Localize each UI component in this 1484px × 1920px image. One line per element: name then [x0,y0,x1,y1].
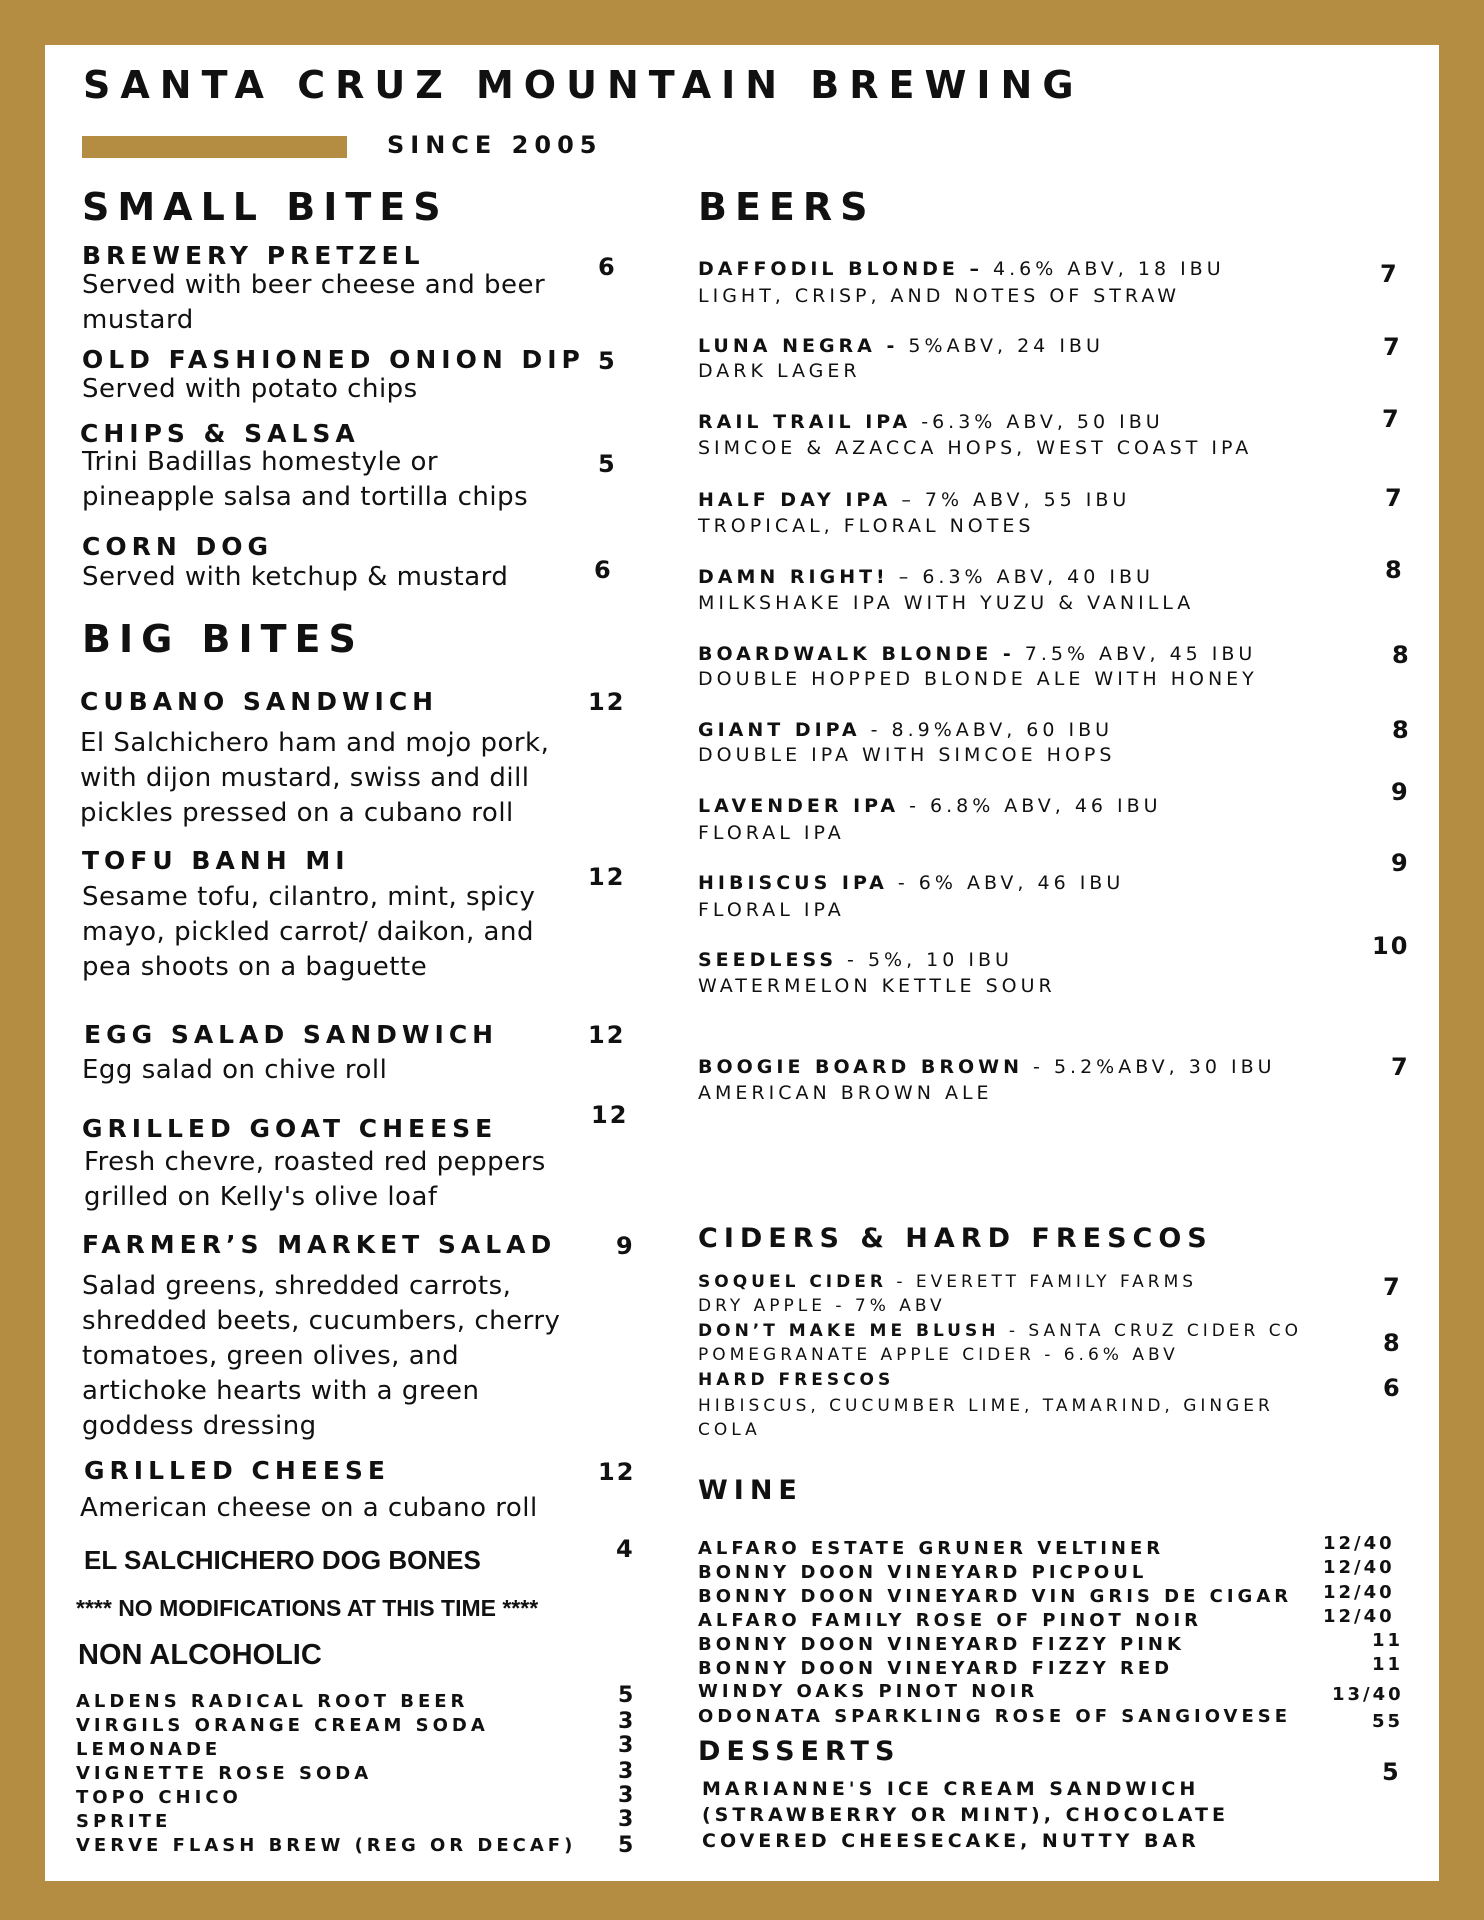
cider-price: 7 [1383,1273,1400,1301]
cider-price: 8 [1383,1329,1400,1357]
brewery-title: SANTA CRUZ MOUNTAIN BREWING [83,63,1084,107]
menu-item-price: 12 [588,1021,626,1049]
beer-description: DOUBLE IPA WITH SIMCOE HOPS [698,744,1116,766]
beer-title: LAVENDER IPA [698,795,900,817]
beer-stats: – 6.3% ABV, 40 IBU [888,566,1154,588]
menu-item-description: El Salchichero ham and mojo pork, with dijon mustard, swiss and dill pickles pressed on a cubano roll [80,728,550,828]
menu-item-price: 5 [598,347,617,375]
beer-name [698,1056,1276,1078]
wine-price: 12/40 [1323,1557,1395,1578]
beer-stats: - 6.8% ABV, 46 IBU [899,795,1162,817]
wine-name: BONNY DOON VINEYARD FIZZY RED [698,1658,1174,1679]
beer-stats: 7.5% ABV, 45 IBU [1014,643,1257,665]
beer-price: 7 [1383,333,1400,361]
dog-bones-price: 4 [616,1535,635,1563]
drink-name: VIGNETTE ROSE SODA [76,1763,373,1784]
wine-price: 11 [1372,1654,1404,1675]
beer-price: 8 [1385,556,1402,584]
beer-title: DAMN RIGHT! [698,566,889,588]
menu-item-name: GRILLED GOAT CHEESE [82,1114,498,1143]
menu-item-description: Salad greens, shredded carrots, shredded beets, cucumbers, cherry tomatoes, green olives, and artichoke hearts with a green goddess dressing [82,1271,561,1441]
wine-name: ALFARO ESTATE GRUNER VELTINER [698,1538,1165,1559]
beers-heading: BEERS [698,185,876,229]
beer-name [698,411,1164,433]
beer-stats: - 8.9%ABV, 60 IBU [860,719,1114,741]
cider-title: SOQUEL CIDER [698,1272,887,1292]
beer-description: AMERICAN BROWN ALE [698,1082,993,1104]
ciders-heading: CIDERS & HARD FRESCOS [698,1223,1213,1254]
cider-price: 6 [1383,1374,1400,1402]
wine-name: BONNY DOON VINEYARD VIN GRIS DE CIGAR [698,1586,1293,1607]
drink-name: ALDENS RADICAL ROOT BEER [76,1691,469,1712]
beer-description: LIGHT, CRISP, AND NOTES OF STRAW [698,285,1181,307]
menu-sheet [45,45,1439,1881]
drink-price: 5 [618,1683,636,1708]
beer-stats: - 6% ABV, 46 IBU [887,872,1125,894]
cider-maker: - EVERETT FAMILY FARMS [886,1272,1198,1292]
beer-name [698,949,1013,971]
menu-item-name: GRILLED CHEESE [84,1456,390,1485]
beer-title: RAIL TRAIL IPA [698,411,912,433]
beer-name [698,258,1225,280]
beer-price: 7 [1382,405,1399,433]
beer-stats: – 7% ABV, 55 IBU [891,489,1131,511]
menu-item-name: FARMER’S MARKET SALAD [82,1230,557,1259]
cider-maker: - SANTA CRUZ CIDER CO [999,1321,1303,1341]
beer-title: DAFFODIL BLONDE – [698,258,983,280]
menu-item-name: EGG SALAD SANDWICH [84,1020,499,1049]
wine-name: BONNY DOON VINEYARD PICPOUL [698,1562,1148,1583]
beer-price: 7 [1380,260,1397,288]
beer-description: SIMCOE & AZACCA HOPS, WEST COAST IPA [698,437,1253,459]
gold-accent-bar [82,136,347,158]
drink-price: 3 [618,1759,636,1784]
drink-name: LEMONADE [76,1739,222,1760]
beer-price: 7 [1391,1053,1408,1081]
drink-name: VERVE FLASH BREW (REG OR DECAF) [76,1835,577,1856]
dessert-line: (STRAWBERRY OR MINT), CHOCOLATE [702,1804,1229,1826]
wine-name: ODONATA SPARKLING ROSE OF SANGIOVESE [698,1706,1292,1727]
beer-title: GIANT DIPA [698,719,861,741]
dessert-line: MARIANNE'S ICE CREAM SANDWICH [702,1778,1200,1800]
dessert-line: COVERED CHEESECAKE, NUTTY BAR [702,1830,1200,1852]
beer-name [698,643,1256,665]
beer-name [698,566,1154,588]
beer-name [698,795,1162,817]
menu-item-name: CHIPS & SALSA [80,419,360,448]
beer-name [698,719,1113,741]
drink-price: 5 [618,1833,636,1858]
wine-price: 13/40 [1332,1684,1404,1705]
menu-item-price: 6 [598,253,617,281]
menu-item-price: 12 [588,688,626,716]
drink-name: VIRGILS ORANGE CREAM SODA [76,1715,489,1736]
menu-item-description: Served with ketchup & mustard [82,562,509,592]
cider-title: HARD FRESCOS [698,1370,895,1390]
beer-description: FLORAL IPA [698,822,845,844]
menu-item-description: Served with beer cheese and beer mustard [82,270,546,335]
cider-description: HIBISCUS, CUCUMBER LIME, TAMARIND, GINGER COLA [698,1396,1274,1440]
beer-price: 9 [1391,849,1408,877]
cider-description: POMEGRANATE APPLE CIDER - 6.6% ABV [698,1345,1179,1365]
beer-title: HIBISCUS IPA [698,872,888,894]
beer-title: SEEDLESS [698,949,838,971]
cider-title: DON’T MAKE ME BLUSH [698,1321,1000,1341]
menu-item-name: CUBANO SANDWICH [80,687,439,716]
since-label: SINCE 2005 [387,131,603,159]
beer-title: HALF DAY IPA [698,489,892,511]
beer-description: FLORAL IPA [698,899,845,921]
cider-description: DRY APPLE - 7% ABV [698,1296,946,1316]
beer-description: TROPICAL, FLORAL NOTES [698,515,1035,537]
drink-price: 3 [618,1733,636,1758]
menu-item-name: OLD FASHIONED ONION DIP [82,345,585,374]
menu-item-price: 5 [598,450,617,478]
cider-name [698,1321,1302,1341]
menu-item-name: CORN DOG [82,532,274,561]
menu-item-price: 12 [588,863,626,891]
beer-description: WATERMELON KETTLE SOUR [698,975,1056,997]
wine-price: 12/40 [1323,1606,1395,1627]
menu-item-description: Egg salad on chive roll [82,1055,388,1085]
beer-title: BOARDWALK BLONDE - [698,643,1015,665]
beer-title: BOOGIE BOARD BROWN [698,1056,1024,1078]
wine-price: 11 [1372,1630,1404,1651]
wine-name: WINDY OAKS PINOT NOIR [698,1681,1039,1702]
menu-item-price: 9 [616,1232,635,1260]
no-modifications-note: **** NO MODIFICATIONS AT THIS TIME **** [76,1595,539,1621]
menu-item-description: Served with potato chips [82,374,418,404]
beer-price: 8 [1392,716,1409,744]
beer-stats: - 5%, 10 IBU [837,949,1013,971]
beer-price: 10 [1372,932,1410,960]
beer-price: 7 [1385,484,1402,512]
beer-stats: 5%ABV, 24 IBU [898,335,1104,357]
menu-item-description: Fresh chevre, roasted red peppers grilled on Kelly's olive loaf [84,1147,546,1212]
drink-price: 3 [618,1783,636,1808]
menu-item-name: TOFU BANH MI [82,846,350,875]
menu-item-price: 12 [598,1458,636,1486]
wine-price: 12/40 [1323,1582,1395,1603]
beer-name [698,489,1130,511]
small-bites-heading: SMALL BITES [82,185,449,229]
menu-item-price: 6 [594,556,613,584]
menu-item-description: Trini Badillas homestyle or pineapple salsa and tortilla chips [82,447,529,512]
drink-price: 3 [618,1807,636,1832]
beer-title: LUNA NEGRA - [698,335,899,357]
menu-item-description: American cheese on a cubano roll [80,1493,538,1523]
wine-name: BONNY DOON VINEYARD FIZZY PINK [698,1634,1185,1655]
menu-item-name: BREWERY PRETZEL [82,241,425,270]
dessert-price: 5 [1382,1758,1399,1786]
beer-description: DARK LAGER [698,360,861,382]
wine-price: 55 [1372,1711,1404,1732]
big-bites-heading: BIG BITES [82,617,364,661]
wine-name: ALFARO FAMILY ROSE OF PINOT NOIR [698,1610,1203,1631]
desserts-heading: DESSERTS [698,1736,901,1767]
non-alcoholic-heading: NON ALCOHOLIC [78,1639,322,1671]
wine-price: 12/40 [1323,1533,1395,1554]
wine-heading: WINE [698,1475,803,1506]
beer-name [698,872,1124,894]
beer-price: 9 [1391,778,1408,806]
beer-stats: 4.6% ABV, 18 IBU [982,258,1225,280]
beer-stats: - 5.2%ABV, 30 IBU [1023,1056,1276,1078]
beer-description: DOUBLE HOPPED BLONDE ALE WITH HONEY [698,668,1258,690]
beer-stats: -6.3% ABV, 50 IBU [911,411,1164,433]
menu-item-description: Sesame tofu, cilantro, mint, spicy mayo, pickled carrot/ daikon, and pea shoots on a baguette [82,882,536,982]
beer-price: 8 [1392,641,1409,669]
beer-name [698,335,1104,357]
menu-item-price: 12 [591,1101,629,1129]
drink-price: 3 [618,1709,636,1734]
drink-name: TOPO CHICO [76,1787,242,1808]
drink-name: SPRITE [76,1811,172,1832]
beer-description: MILKSHAKE IPA WITH YUZU & VANILLA [698,592,1195,614]
cider-name [698,1272,1197,1292]
dog-bones-name: EL SALCHICHERO DOG BONES [84,1545,481,1575]
cider-name [698,1370,894,1390]
